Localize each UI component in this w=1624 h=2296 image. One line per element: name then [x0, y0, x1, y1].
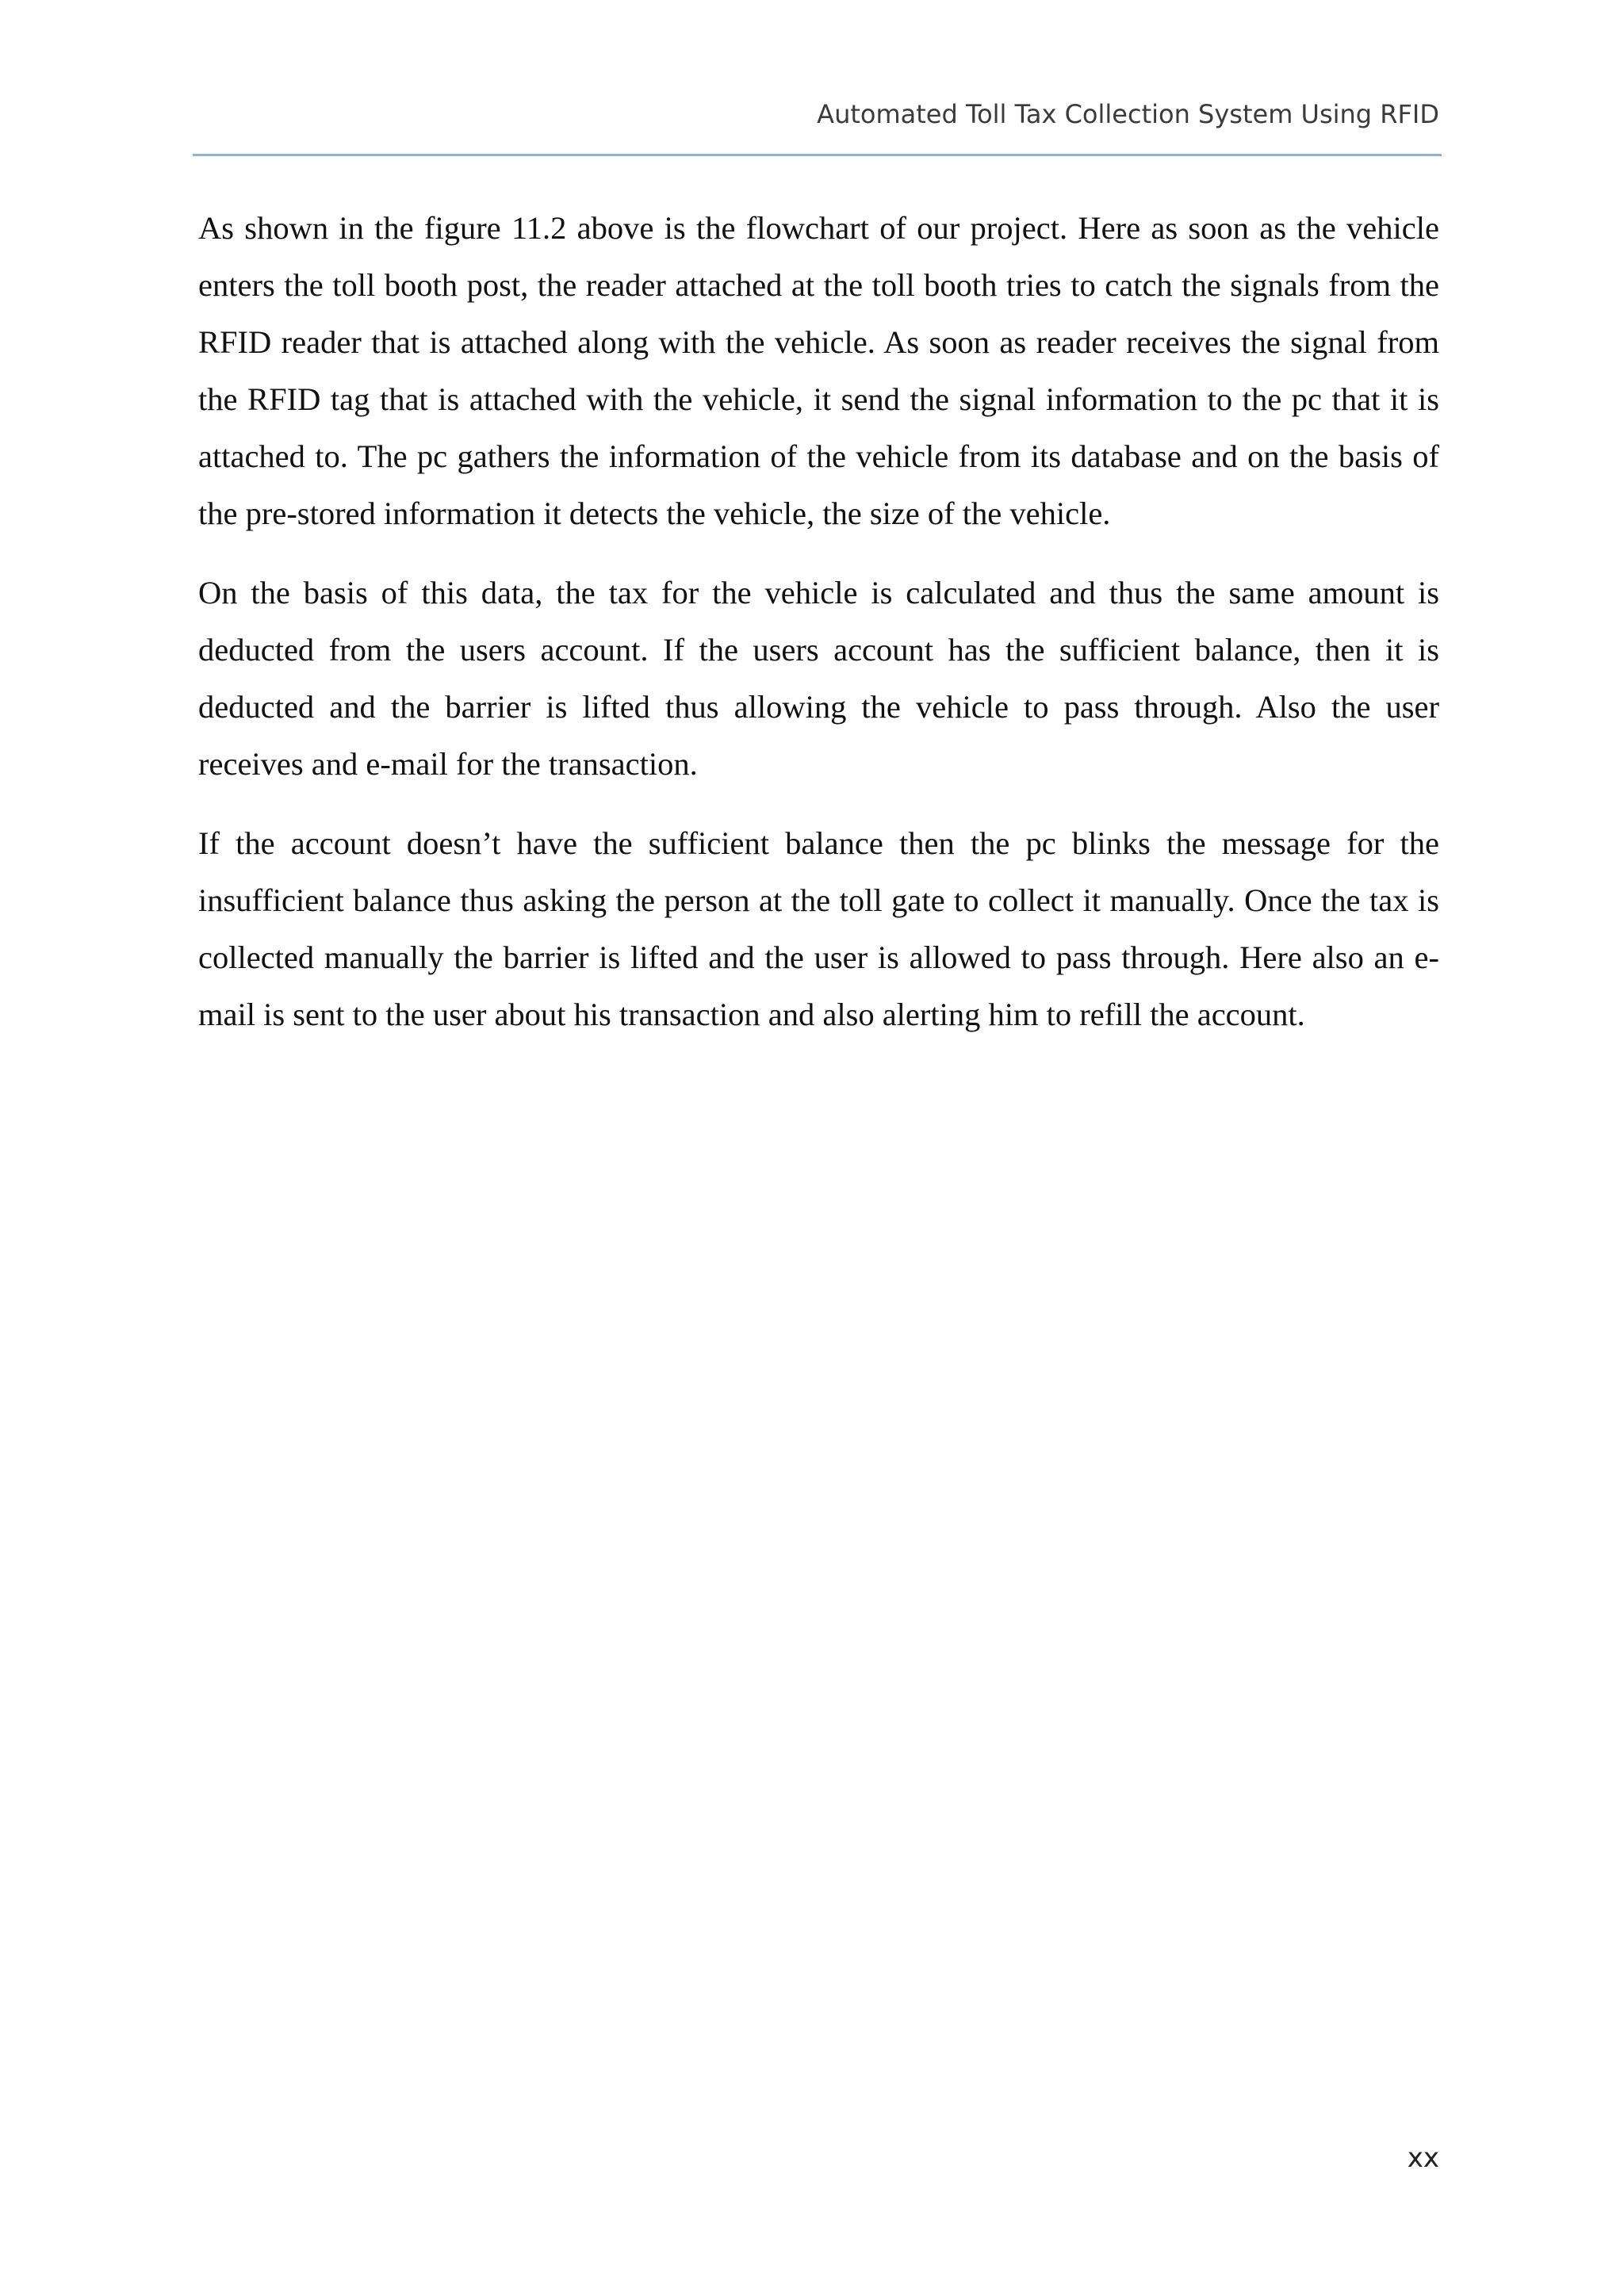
paragraph-insufficient-balance: If the account doesn’t have the sufficient balance then the pc blinks the message for the insufficient balance thus asking the person at the toll gate to collect it manually. Once the tax is collected manually the barrier is lifted and the user is allowed to pass through. Here also an e-mail is sent to the user about his transaction and also alerting him to refill the account.: [198, 825, 1439, 1032]
page-number: xx: [1407, 2142, 1439, 2174]
header-divider: [193, 154, 1442, 156]
running-header-title: Automated Toll Tax Collection System Using RFID: [817, 99, 1439, 129]
paragraph-tax-deduction: On the basis of this data, the tax for the vehicle is calculated and thus the same amount is deducted from the users account. If the users account has the sufficient balance, then it is deducted and the barrier is lifted thus allowing the vehicle to pass through. Also the user receives and e-mail for the transaction.: [198, 575, 1439, 782]
body-text: [198, 200, 1439, 1066]
paragraph-flowchart-description: As shown in the figure 11.2 above is the flowchart of our project. Here as soon as the vehicle enters the toll booth post, the reader attached at the toll booth tries to catch the signals from the RFID reader that is attached along with the vehicle. As soon as reader receives the signal from the RFID tag that is attached with the vehicle, it send the signal information to the pc that it is attached to. The pc gathers the information of the vehicle from its database and on the basis of the pre-stored information it detects the vehicle, the size of the vehicle.: [198, 210, 1439, 531]
